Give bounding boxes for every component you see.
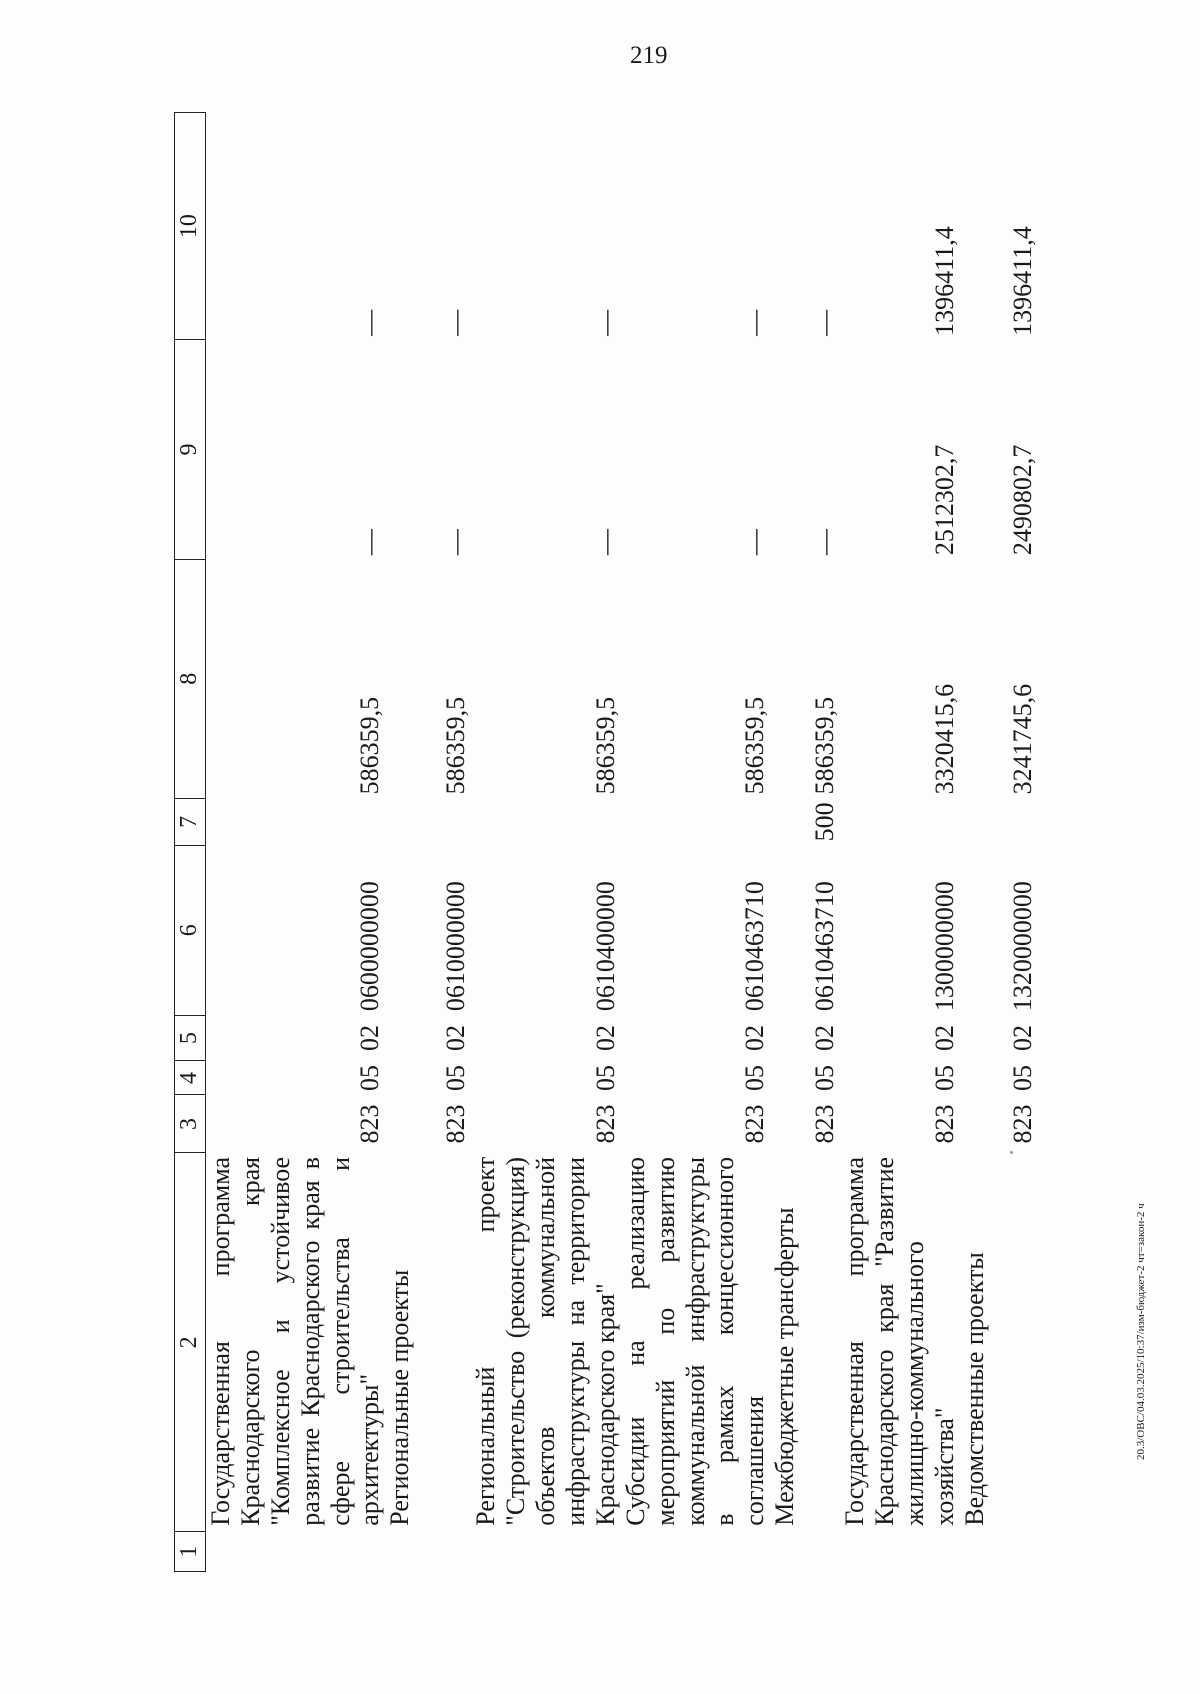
cell-col-1 bbox=[206, 1532, 386, 1572]
cell-code-7 bbox=[621, 798, 770, 845]
cell-col-1 bbox=[840, 1532, 960, 1572]
cell-col-1 bbox=[770, 1532, 840, 1572]
header-col-1: 1 bbox=[175, 1532, 206, 1572]
cell-code-7 bbox=[960, 798, 1038, 845]
cell-code-3: 823 bbox=[355, 1104, 385, 1144]
cell-amount-9: — bbox=[590, 529, 620, 556]
cell-code-6: 0610000000 bbox=[441, 881, 471, 1012]
table-row bbox=[840, 113, 960, 1572]
header-col-4: 4 bbox=[175, 1061, 206, 1095]
footer-file-code: 20.3/ОВС/04.03.2025/10:37/изм-бюджет-2 чт=закон-2 ч bbox=[1135, 1203, 1147, 1460]
table-row bbox=[385, 113, 471, 1572]
table-row bbox=[206, 113, 386, 1572]
cell-code-7 bbox=[206, 798, 386, 845]
header-col-10: 10 bbox=[175, 113, 206, 340]
cell-amount-10: — bbox=[355, 309, 385, 336]
header-col-7: 7 bbox=[175, 798, 206, 845]
cell-amount-9: 2512302,7 bbox=[929, 444, 959, 556]
cell-amount-8: 586359,5 bbox=[441, 696, 471, 795]
cell-code-4: 05 bbox=[355, 1065, 385, 1091]
cell-amount-10: — bbox=[810, 309, 840, 336]
cell-amount-9: — bbox=[810, 529, 840, 556]
cell-code-3: 823 bbox=[810, 1104, 840, 1144]
cell-amount-9: — bbox=[355, 529, 385, 556]
table-row bbox=[621, 113, 770, 1572]
cell-code-4: 05 bbox=[740, 1065, 770, 1091]
cell-name: Региональные проекты bbox=[385, 1269, 415, 1526]
cell-amount-9: — bbox=[740, 529, 770, 556]
rotated-table-container bbox=[174, 112, 1074, 1572]
cell-code-5: 02 bbox=[740, 1025, 770, 1052]
cell-amount-10: — bbox=[441, 309, 471, 336]
cell-name: Государственная программа Краснодарского края "Развитие жилищно-коммунального хозяйства" bbox=[840, 1156, 959, 1526]
cell-col-1 bbox=[960, 1532, 1038, 1572]
cell-amount-8: 586359,5 bbox=[355, 696, 385, 795]
cell-code-4: 05 bbox=[441, 1065, 471, 1091]
cell-code-5: 02 bbox=[1007, 1025, 1037, 1052]
cell-name: Субсидии на реализацию мероприятий по развитию коммунальной инфраструктуры в рамках концессионного соглашения bbox=[620, 1156, 770, 1526]
cell-code-7: 500 bbox=[810, 802, 840, 842]
header-row bbox=[175, 113, 206, 1572]
cell-name: Государственная программа Краснодарского края "Комплексное и устойчивое развитие Краснодарского края в сфере строительства и архитектуры" bbox=[206, 1156, 385, 1526]
cell-code-4: 05 bbox=[810, 1065, 840, 1091]
cell-code-4: 05 bbox=[590, 1065, 620, 1091]
page-number: 219 bbox=[630, 42, 668, 69]
cell-code-3: 823 bbox=[590, 1104, 620, 1144]
cell-amount-8: 586359,5 bbox=[740, 696, 770, 795]
cell-code-6: 1300000000 bbox=[929, 881, 959, 1012]
header-col-5: 5 bbox=[175, 1015, 206, 1061]
cell-code-6: 0610463710 bbox=[810, 881, 840, 1012]
cell-code-7 bbox=[840, 798, 960, 845]
cell-col-1 bbox=[385, 1532, 471, 1572]
cell-amount-10: — bbox=[590, 309, 620, 336]
table-row bbox=[960, 113, 1038, 1572]
budget-table bbox=[174, 112, 1038, 1572]
cell-code-6: 1320000000 bbox=[1007, 881, 1037, 1012]
cell-name: Региональный проект "Строительство (реконструкция) объектов коммунальной инфраструктуры на территории Краснодарского края" bbox=[471, 1156, 620, 1526]
cell-amount-10: 1396411,4 bbox=[929, 226, 959, 336]
table-row bbox=[770, 113, 840, 1572]
header-col-2: 2 bbox=[175, 1153, 206, 1532]
cell-code-3: 823 bbox=[929, 1104, 959, 1144]
cell-code-5: 02 bbox=[810, 1025, 840, 1052]
cell-amount-8: 586359,5 bbox=[810, 696, 840, 795]
cell-amount-9: — bbox=[441, 529, 471, 556]
cell-amount-10: 1396411,4 bbox=[1007, 226, 1037, 336]
header-col-9: 9 bbox=[175, 340, 206, 559]
cell-code-4: 05 bbox=[1007, 1065, 1037, 1091]
cell-code-6: 0610463710 bbox=[740, 881, 770, 1012]
cell-code-7 bbox=[385, 798, 471, 845]
cell-code-6: 0600000000 bbox=[355, 881, 385, 1012]
cell-col-1 bbox=[471, 1532, 620, 1572]
cell-amount-10: — bbox=[740, 309, 770, 336]
cell-col-1 bbox=[621, 1532, 770, 1572]
cell-amount-8: 3320415,6 bbox=[929, 683, 959, 795]
cell-code-3: 823 bbox=[441, 1104, 471, 1144]
cell-code-3: 823 bbox=[1007, 1104, 1037, 1144]
header-col-8: 8 bbox=[175, 559, 206, 798]
header-col-3: 3 bbox=[175, 1095, 206, 1153]
cell-code-5: 02 bbox=[441, 1025, 471, 1052]
cell-amount-9: 2490802,7 bbox=[1007, 444, 1037, 556]
cell-code-6: 0610400000 bbox=[590, 881, 620, 1012]
cell-amount-8: 3241745,6 bbox=[1007, 683, 1037, 795]
cell-amount-8: 586359,5 bbox=[590, 696, 620, 795]
cell-code-5: 02 bbox=[929, 1025, 959, 1052]
cell-code-5: 02 bbox=[590, 1025, 620, 1052]
cell-code-5: 02 bbox=[355, 1025, 385, 1052]
cell-code-3: 823 bbox=[740, 1104, 770, 1144]
cell-name: Межбюджетные трансферты bbox=[770, 1207, 800, 1526]
cell-code-7 bbox=[471, 798, 620, 845]
cell-name: Ведомственные проекты bbox=[959, 1252, 989, 1526]
cell-code-4: 05 bbox=[929, 1065, 959, 1091]
header-col-6: 6 bbox=[175, 845, 206, 1015]
table-row bbox=[471, 113, 620, 1572]
